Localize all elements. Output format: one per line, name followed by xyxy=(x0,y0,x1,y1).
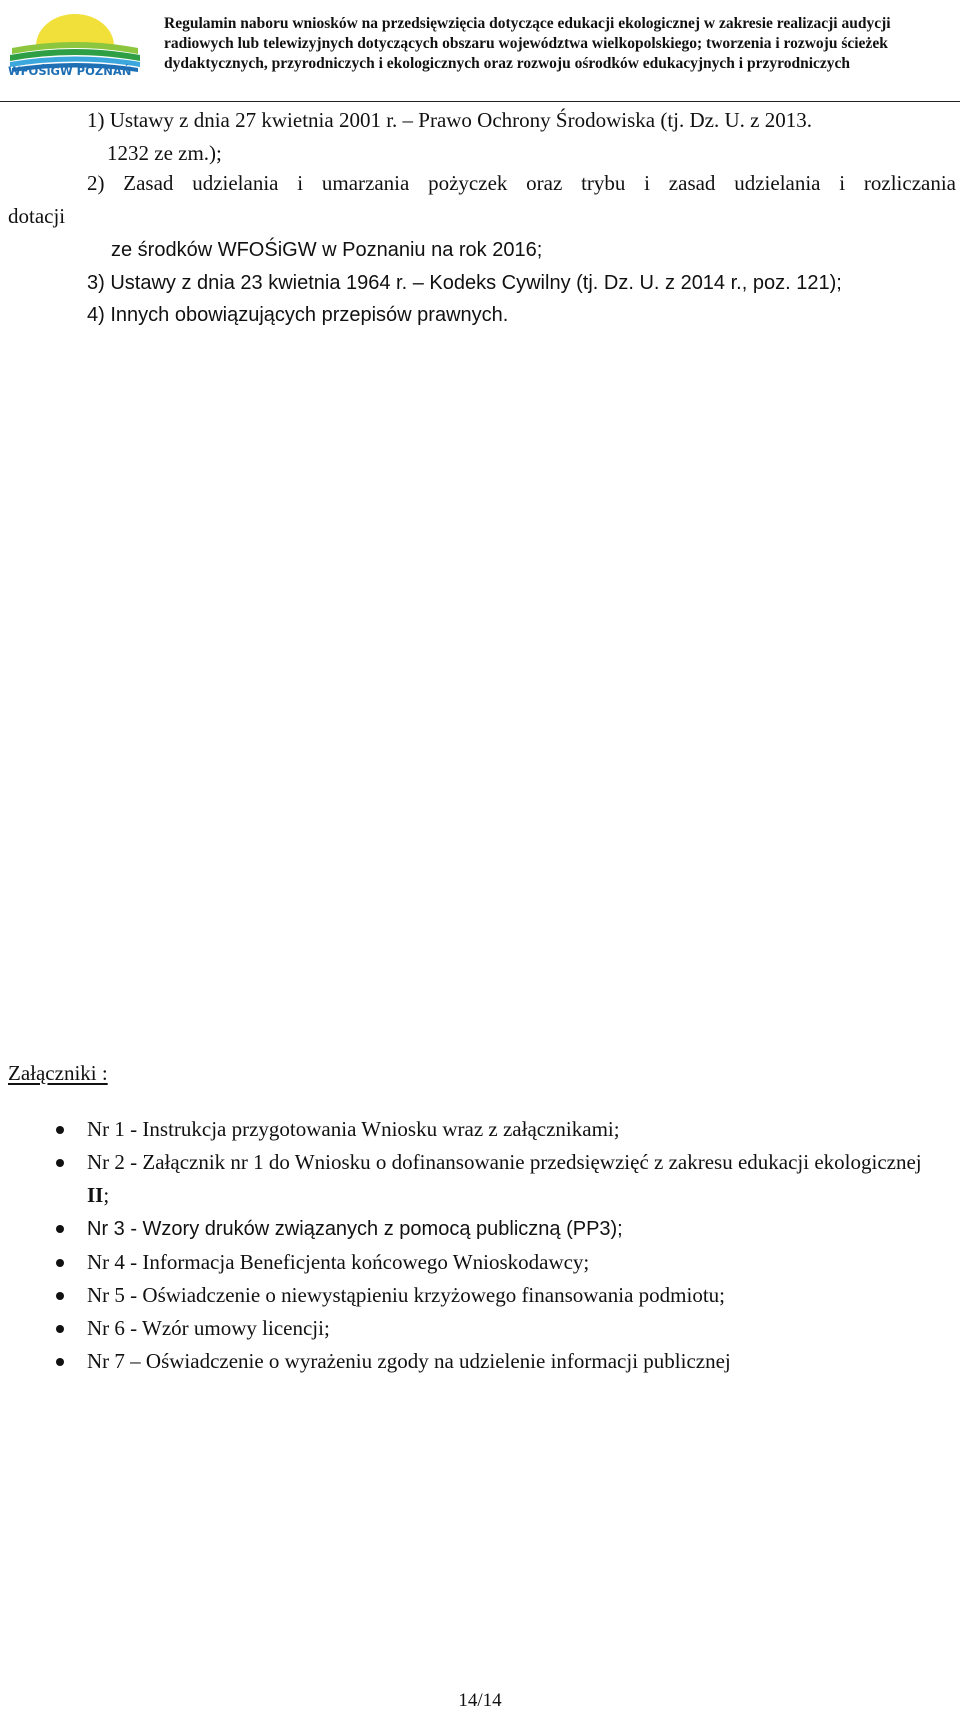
header-title-line: Regulamin naboru wniosków na przedsięwzięcia dotyczące edukacji ekologicznej w zakresie realizacji audycji xyxy=(164,15,891,32)
attachment-text: Nr 4 - Informacja Beneficjenta końcowego Wnioskodawcy; xyxy=(87,1250,590,1274)
attachment-emphasis: II xyxy=(87,1183,104,1207)
legal-basis-item-2-wrap: dotacji xyxy=(8,204,66,228)
list-item xyxy=(0,1113,927,1146)
legal-basis-item-1-continuation: 1232 ze zm.); xyxy=(107,141,222,165)
attachment-suffix: ; xyxy=(103,1183,110,1207)
attachments-list xyxy=(0,1113,960,1378)
bullet-icon xyxy=(56,1358,64,1366)
header-title-line: radiowych lub telewizyjnych dotyczących obszaru województwa wielkopolskiego; tworzenia i rozwoju ścieżek xyxy=(164,35,888,52)
list-item xyxy=(0,1345,927,1378)
attachment-text: Nr 5 - Oświadczenie o niewystąpieniu krzyżowego finansowania podmiotu; xyxy=(87,1283,725,1307)
list-item xyxy=(0,1146,927,1212)
list-item xyxy=(0,1312,927,1345)
attachment-text: Nr 2 - Załącznik nr 1 do Wniosku o dofinansowanie przedsięwzięć z zakresu edukacji ekologicznej xyxy=(87,1150,922,1174)
bullet-icon xyxy=(56,1325,64,1333)
header-title-line: dydaktycznych, przyrodniczych i ekologicznych oraz rozwoju ośrodków edukacyjnych i przyrodniczych xyxy=(164,55,851,72)
legal-basis-item-2: 2) Zasad udzielania i umarzania pożyczek oraz trybu i zasad udzielania i rozliczania xyxy=(87,171,956,195)
legal-basis-item-1: 1) Ustawy z dnia 27 kwietnia 2001 r. – Prawo Ochrony Środowiska (tj. Dz. U. z 2013. xyxy=(87,108,812,132)
bullet-icon xyxy=(56,1225,64,1233)
attachment-text: Nr 3 - Wzory druków związanych z pomocą publiczną (PP3); xyxy=(87,1218,623,1240)
attachment-text: Nr 6 - Wzór umowy licencji; xyxy=(87,1316,330,1340)
bullet-icon xyxy=(56,1159,64,1167)
attachment-text: Nr 7 – Oświadczenie o wyrażeniu zgody na udzielenie informacji publicznej xyxy=(87,1349,731,1373)
legal-basis-item-4: 4) Innych obowiązujących przepisów prawnych. xyxy=(87,304,509,326)
bullet-icon xyxy=(56,1292,64,1300)
attachment-text: Nr 1 - Instrukcja przygotowania Wniosku wraz z załącznikami; xyxy=(87,1117,620,1141)
header-divider xyxy=(0,101,960,102)
list-item xyxy=(0,1212,927,1246)
legal-basis-item-3: 3) Ustawy z dnia 23 kwietnia 1964 r. – Kodeks Cywilny (tj. Dz. U. z 2014 r., poz. 121); xyxy=(87,272,842,294)
logo-text: WFOŚiGW POZNAŃ xyxy=(8,64,132,78)
attachments-heading: Załączniki : xyxy=(8,1061,108,1085)
legal-basis-item-2-continuation: ze środków WFOŚiGW w Poznaniu na rok 2016; xyxy=(111,239,543,261)
bullet-icon xyxy=(56,1126,64,1134)
document-header-title xyxy=(164,14,954,74)
bullet-icon xyxy=(56,1259,64,1267)
list-item xyxy=(0,1246,927,1279)
page-number: 14/14 xyxy=(458,1690,502,1711)
list-item xyxy=(0,1279,927,1312)
